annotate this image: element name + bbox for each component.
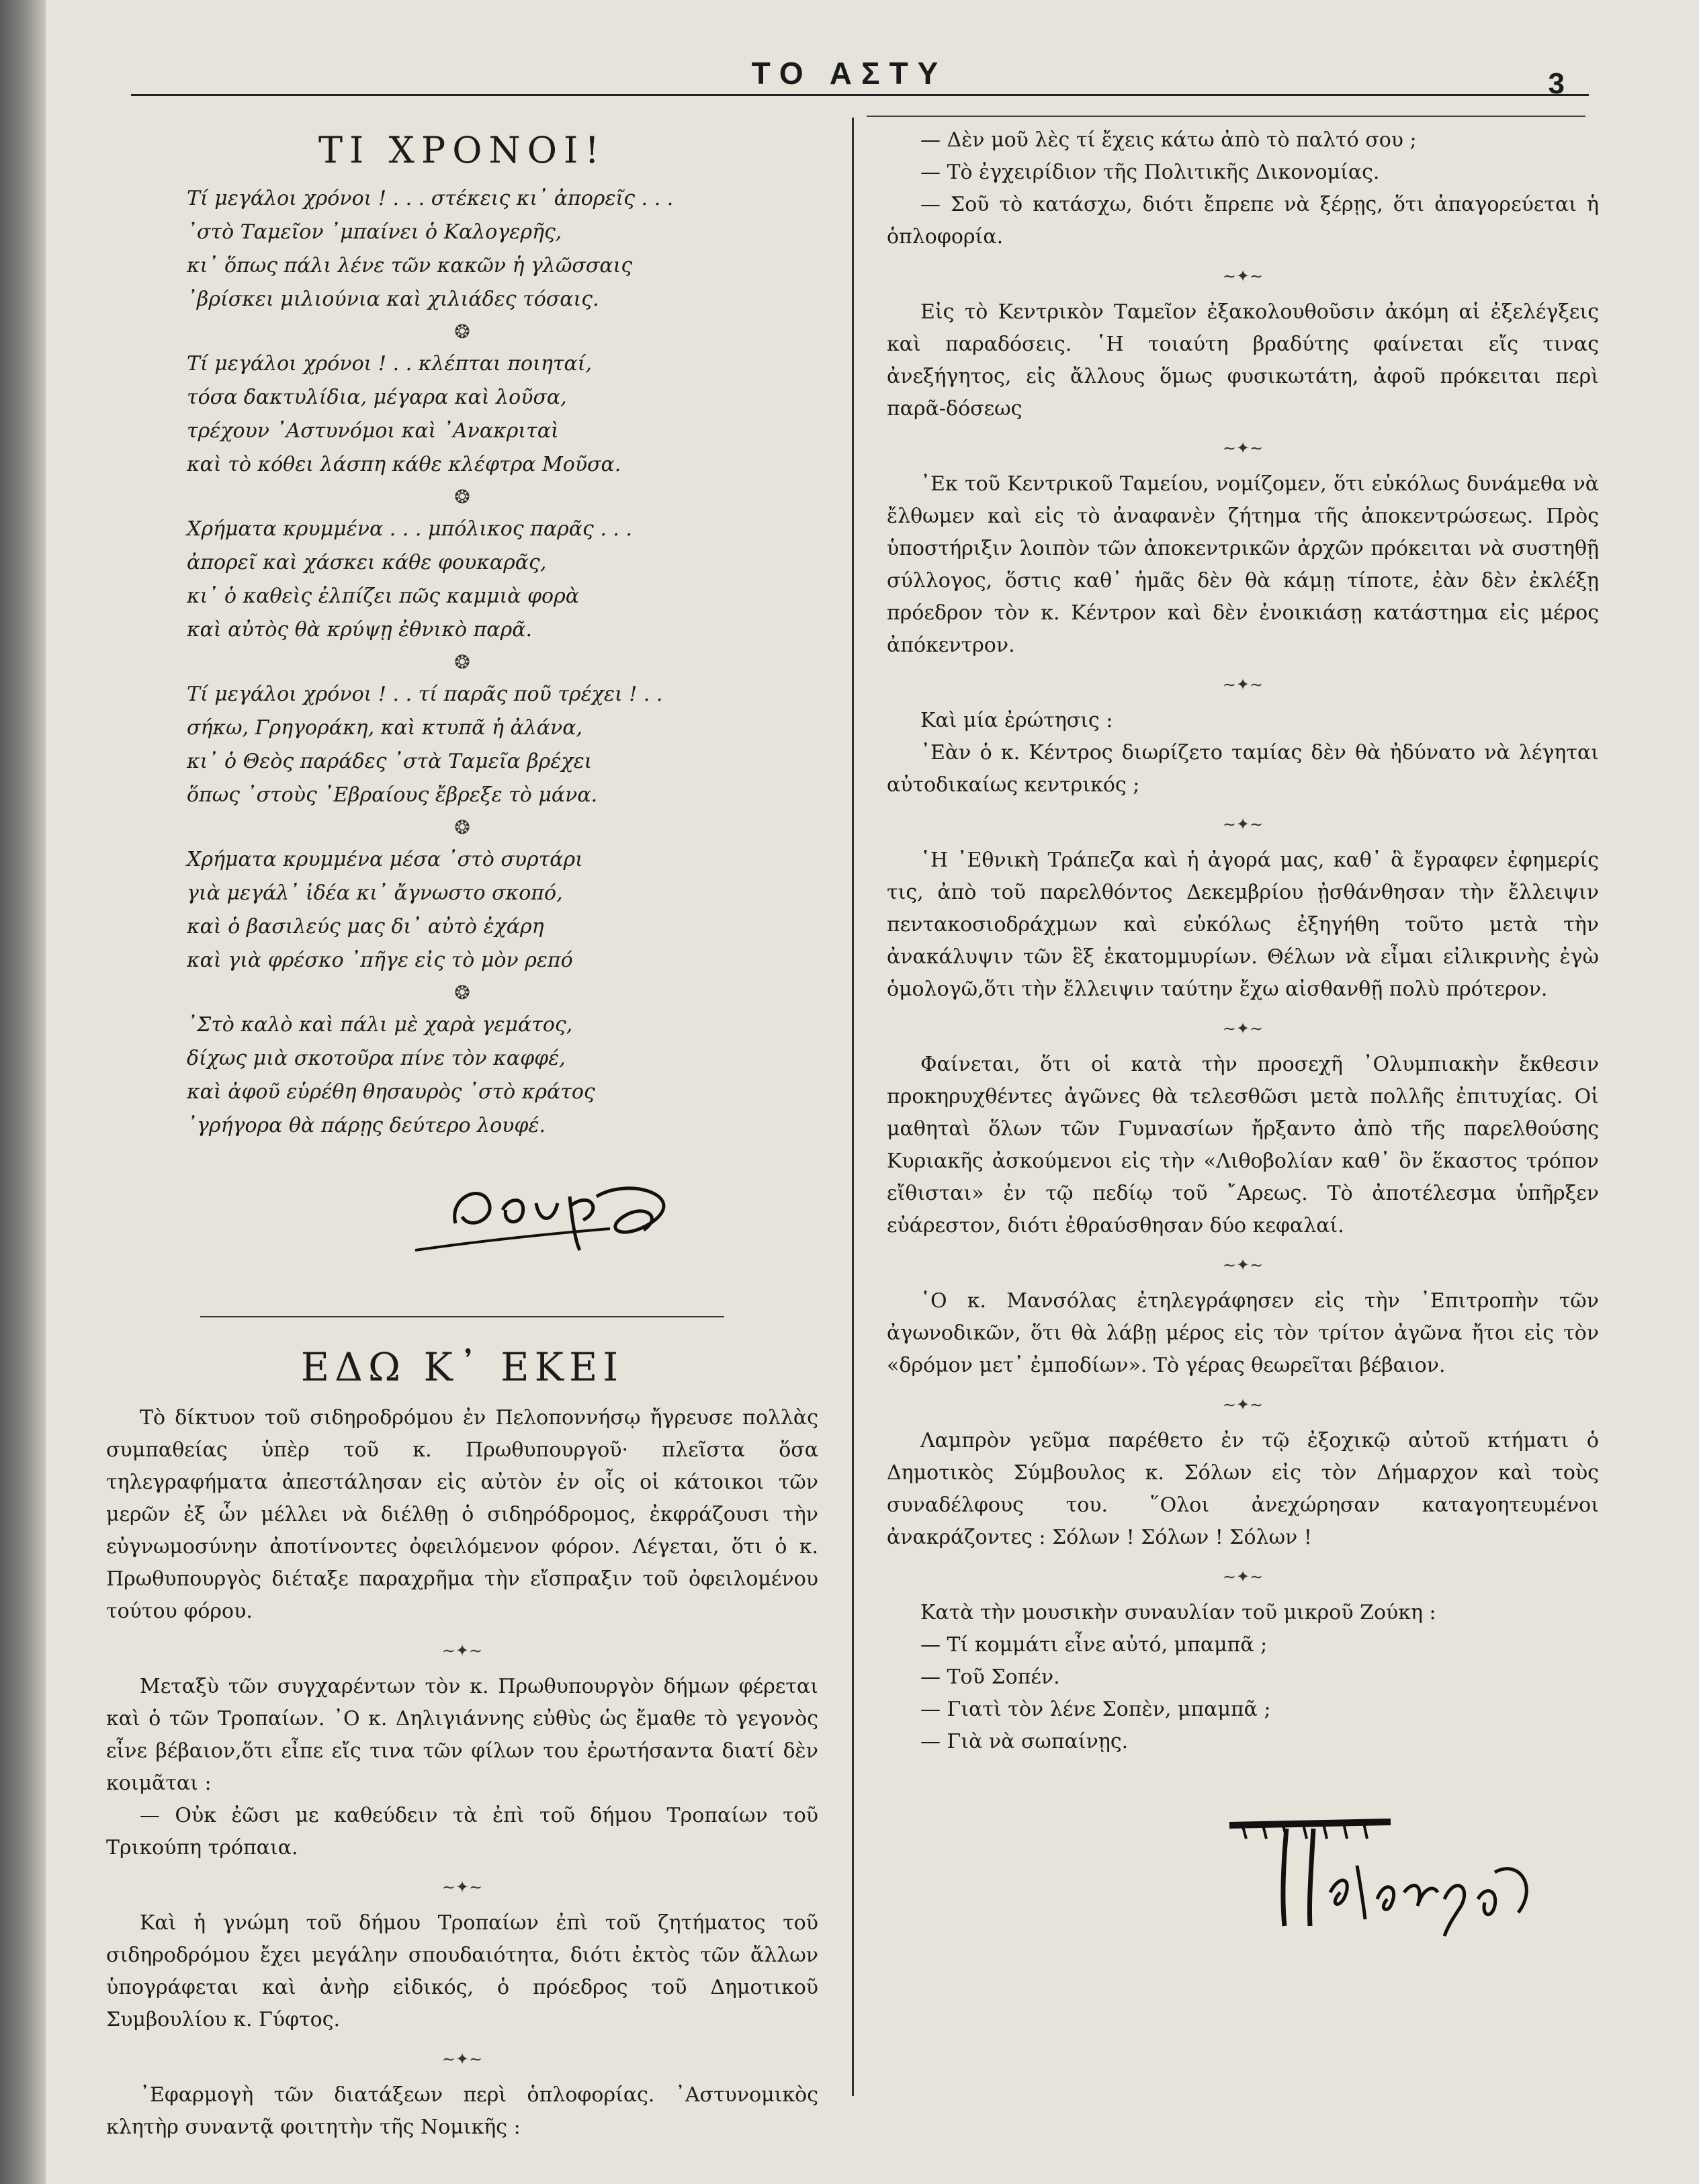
poem-line: καὶ ὁ βασιλεύς μας δι᾽ αὐτὸ ἐχάρη: [187, 915, 544, 938]
poem-stanza: [106, 843, 818, 977]
poem-stanza: [106, 1008, 818, 1143]
separator-icon: ∼✦∼: [1222, 267, 1264, 286]
signature-sourис-icon: [408, 1156, 691, 1270]
separator-icon: ∼✦∼: [1222, 1019, 1264, 1038]
article-paragraph: Καὶ μία ἐρώτησις :: [920, 709, 1113, 732]
separator-icon: ∼✦∼: [1222, 1567, 1264, 1586]
poem-line: ὅπως ᾽στοὺς ᾽Εβραίους ἔβρεξε τὸ μάνα.: [187, 783, 598, 807]
separator-icon: ∼✦∼: [1222, 439, 1264, 457]
poem-line: κι᾽ ὁ Θεὸς παράδες ᾽στὰ Ταμεῖα βρέχει: [187, 750, 593, 773]
separator-icon: ∼✦∼: [1222, 1395, 1264, 1414]
header-rule-secondary: [867, 116, 1585, 117]
poem-stanza: [106, 347, 818, 482]
article-paragraph: ᾽Εκ τοῦ Κεντρικοῦ Ταμείου, νομίζομεν, ὅτι εὐκόλως δυνάμεθα νὰ ἔλθωμεν καὶ εἰς τὸ ἀναφανὲν ζήτημα τῆς ἀποκεντρώσεως. Πρὸς ὑποστήριξιν λοιπὸν τῶν ἀποκεντρικῶν ἀρχῶν πρόκειται νὰ συστηθῇ σύλλογος, ὅστις καθ᾽ ἡμᾶς δὲν θὰ κάμῃ τίποτε, ἐὰν δὲν ἐκλέξῃ πρόεδρον τὸν κ. Κέντρον καὶ δὲν ἐνοικιάσῃ κατάστημα εἰς μέρος ἀπόκεντρον.: [887, 472, 1599, 657]
separator-icon: ∼✦∼: [1222, 675, 1264, 694]
article-paragraph: Τὸ δίκτυον τοῦ σιδηροδρόμου ἐν Πελοποννήσῳ ἤγρευσε πολλὰς συμπαθείας ὑπὲρ τοῦ κ. Πρωθυπουργοῦ· πλεῖστα ὅσα τηλεγραφήματα ἀπεστάλησαν εἰς αὐτὸν ἐν οἷς οἱ κάτοικοι τῶν μερῶν ἐξ ὧν μέλλει νὰ διέλθῃ ὁ σιδηρόδρομος, ἐκφράζουσι τὴν εὐγνωμοσύνην ἀποτίνοντες ὀφειλόμενον φόρον. Λέγεται, ὅτι ὁ κ. Πρωθυπουργὸς διέταξε παραχρῆμα τὴν εἴσπραξιν τοῦ ὀφειλομένου τούτου φόρου.: [106, 1406, 818, 1623]
dialog-line: — Τί κομμάτι εἶνε αὐτό, μπαμπᾶ ;: [920, 1633, 1268, 1657]
article-paragraph: — Οὐκ ἐῶσι με καθεύδειν τὰ ἐπὶ τοῦ δήμου Τροπαίων τοῦ Τρικούπη τρόπαια.: [106, 1804, 818, 1860]
article-paragraph: ᾽Εὰν ὁ κ. Κέντρος διωρίζετο ταμίας δὲν θὰ ἠδύνατο νὰ λέγηται αὐτοδικαίως κεντρικός ;: [887, 741, 1599, 797]
poem-line: Τί μεγάλοι χρόνοι ! . . τί παρᾶς ποῦ τρέχει ! . .: [187, 683, 663, 706]
poem-line: κι᾽ ὁ καθεὶς ἐλπίζει πῶς καμμιὰ φορὰ: [187, 584, 579, 608]
separator-icon: ∼✦∼: [1222, 1256, 1264, 1274]
dialog-line: — Δὲν μοῦ λὲς τί ἔχεις κάτω ἀπὸ τὸ παλτό σου ;: [920, 128, 1417, 152]
poem-line: Τί μεγάλοι χρόνοι ! . . κλέπται ποιηταί,: [187, 352, 593, 376]
left-column: [106, 121, 818, 2144]
separator-icon: ∼✦∼: [441, 2050, 483, 2068]
poem-line: ᾽γρήγορα θὰ πάρῃς δεύτερο λουφέ.: [187, 1114, 546, 1137]
section-divider: [200, 1316, 724, 1317]
ornament-icon: ❂: [454, 320, 470, 343]
article-paragraph: Καὶ ἡ γνώμη τοῦ δήμου Τροπαίων ἐπὶ τοῦ ζητήματος τοῦ σιδηροδρόμου ἔχει μεγάλην σπουδαιότητα, διότι ἐκτὸς τῶν ἄλλων ὑπογράφεται καὶ ἀνὴρ εἰδικός, ὁ πρόεδρος τοῦ Δημοτικοῦ Συμβουλίου κ. Γύφτος.: [106, 1911, 818, 2032]
article-paragraph: ῾Ο κ. Μανσόλας ἐτηλεγράφησεν εἰς τὴν ᾽Επιτροπὴν τῶν ἀγωνοδικῶν, ὅτι θὰ λάβῃ μέρος εἰς τὸν τρίτον ἀγῶνα ἤτοι εἰς τὸν «δρόμον μετ᾽ ἐμποδίων». Τὸ γέρας θεωρεῖται βέβαιον.: [887, 1289, 1599, 1377]
article-paragraph: Λαμπρὸν γεῦμα παρέθετο ἐν τῷ ἐξοχικῷ αὐτοῦ κτήματι ὁ Δημοτικὸς Σύμβουλος κ. Σόλων εἰς τὸν Δήμαρχον καὶ τοὺς συναδέλφους του. ῞Ολοι ἀνεχώρησαν καταγοητευμένοι ἀνακράζοντες : Σόλων ! Σόλων ! Σόλων !: [887, 1429, 1599, 1549]
column-divider: [852, 118, 854, 2096]
ornament-icon: ❂: [454, 486, 470, 508]
poem-line: Χρήματα κρυμμένα . . . μπόλικος παρᾶς . . .: [187, 517, 633, 541]
separator-icon: ∼✦∼: [441, 1641, 483, 1660]
dialog-line: — Γιὰ νὰ σωπαίνῃς.: [920, 1730, 1129, 1753]
poem-line: γιὰ μεγάλ᾽ ἰδέα κι᾽ ἄγνωστο σκοπό,: [187, 881, 563, 905]
article-paragraph: Κατὰ τὴν μουσικὴν συναυλίαν τοῦ μικροῦ Ζούκη :: [920, 1601, 1436, 1624]
poem-line: Χρήματα κρυμμένα μέσα ᾽στὸ συρτάρι: [187, 848, 583, 871]
separator-icon: ∼✦∼: [1222, 815, 1264, 834]
book-binding-shadow: [0, 0, 46, 2184]
article-paragraph: Φαίνεται, ὅτι οἱ κατὰ τὴν προσεχῆ ᾽Ολυμπιακὴν ἔκθεσιν προκηρυχθέντες ἀγῶνες θὰ τελεσθῶσι μετὰ πολλῆς ἐπιτυχίας. Οἱ μαθηταὶ ὅλων τῶν Γυμνασίων ἤρξαντο ἀπὸ τῆς παρελθούσης Κυριακῆς ἀσκούμενοι εἰς τὴν «Λιθοβολίαν καθ᾽ ὃν ἕκαστος τρόπον εἴθισται» ἐν τῷ πεδίῳ τοῦ ῎Αρεως. Τὸ ἀποτέλεσμα ὑπῆρξεν εὐάρεστον, διότι ἐθραύσθησαν δύο κεφαλαί.: [887, 1053, 1599, 1237]
poem-line: τόσα δακτυλίδια, μέγαρα καὶ λοῦσα,: [187, 386, 567, 409]
page-number: 3: [1548, 67, 1565, 100]
article-paragraph: ῾Η ᾽Εθνικὴ Τράπεζα καὶ ἡ ἀγορά μας, καθ᾽ ἃ ἔγραφεν ἐφημερίς τις, ἀπὸ τοῦ παρελθόντος Δεκεμβρίου ᾐσθάνθησαν τὴν ἔλλειψιν πεντακοσιοδράχμων καὶ εὐκόλως ἐξηγήθη τοῦτο μετὰ τὴν ἀνακάλυψιν τῶν ἓξ ἑκατομμυρίων. Θέλων νὰ εἶμαι εἰλικρινὴς ἐγὼ ὁμολογῶ,ὅτι τὴν ἔλλειψιν ταύτην ἔχω αἰσθανθῇ πολὺ πρότερον.: [887, 848, 1599, 1001]
poem-line: σήκω, Γρηγοράκη, καὶ κτυπᾶ ἡ ἀλάνα,: [187, 716, 583, 740]
ornament-icon: ❂: [454, 981, 470, 1004]
poem-line: καὶ τὸ κόθει λάσπη κάθε κλέφτρα Μοῦσα.: [187, 453, 621, 476]
poem-line: καὶ αὐτὸς θὰ κρύψῃ ἐθνικὸ παρᾶ.: [187, 618, 532, 642]
header-rule: [131, 94, 1589, 96]
poem-line: καὶ γιὰ φρέσκο ᾽πῆγε εἰς τὸ μὸν ρεπό: [187, 949, 573, 972]
masthead: ΤΟ ΑΣΤΥ: [751, 56, 948, 91]
poem-stanza: [106, 513, 818, 647]
article-paragraph: ᾽Εφαρμογὴ τῶν διατάξεων περὶ ὁπλοφορίας. ᾽Αστυνομικὸς κλητὴρ συναντᾷ φοιτητὴν τῆς Νομικῆς :: [106, 2083, 818, 2139]
dialog-line: — Τὸ ἐγχειρίδιον τῆς Πολιτικῆς Δικονομίας.: [920, 161, 1380, 184]
dialog-line: — Τοῦ Σοπέν.: [920, 1665, 1060, 1689]
article-paragraph: Εἰς τὸ Κεντρικὸν Ταμεῖον ἐξακολουθοῦσιν ἀκόμη αἱ ἐξελέγξεις καὶ παραδόσεις. ῾Η τοιαύτη βραδύτης φαίνεται εἴς τινας ἀνεξήγητος, εἰς ἄλλους ὅμως φυσικωτάτη, ἀφοῦ πρόκειται περὶ παρᾶ-δόσεως: [887, 300, 1599, 421]
poem-stanza: [106, 182, 818, 316]
right-column: [887, 124, 1599, 1960]
poem-line: κι᾽ ὅπως πάλι λένε τῶν κακῶν ἡ γλῶσσαις: [187, 254, 633, 277]
ornament-icon: ❂: [454, 816, 470, 838]
article-paragraph: Μεταξὺ τῶν συγχαρέντων τὸν κ. Πρωθυπουργὸν δήμων φέρεται καὶ ὁ τῶν Τροπαίων. ᾽Ο κ. Δηλιγιάννης εὐθὺς ὡς ἔμαθε τὸ γεγονὸς εἶνε βέβαιον,ὅτι εἶπε εἴς τινα τῶν φίλων του ἐρωτήσαντα διατί δὲν κοιμᾶται :: [106, 1675, 818, 1795]
poem-line: δίχως μιὰ σκοτοῦρα πίνε τὸν καφφέ,: [187, 1047, 566, 1070]
ornament-icon: ❂: [454, 651, 470, 673]
poem-line: καὶ ἀφοῦ εὑρέθη θησαυρὸς ᾽στὸ κράτος: [187, 1080, 595, 1104]
dialog-line: — Γιατὶ τὸν λένε Σοπὲν, μπαμπᾶ ;: [920, 1698, 1271, 1721]
poem-line: ᾽στὸ Ταμεῖον ᾽μπαίνει ὁ Καλογερῆς,: [187, 220, 562, 244]
poem-signature: [106, 1143, 818, 1297]
dialog-line: — Σοῦ τὸ κατάσχω, διότι ἔπρεπε νὰ ξέρῃς, ὅτι ἀπαγορεύεται ἡ ὁπλοφορία.: [887, 193, 1599, 249]
section-title: ΕΔΩ Κ᾽ ΕΚΕΙ: [300, 1344, 624, 1390]
poem-title: ΤΙ ΧΡΟΝΟΙ!: [318, 129, 607, 171]
poem-line: ᾽Στὸ καλὸ καὶ πάλι μὲ χαρὰ γεμάτος,: [187, 1013, 573, 1037]
column-signature: [887, 1792, 1599, 1960]
poem-line: ἀπορεῖ καὶ χάσκει κάθε φουκαρᾶς,: [187, 551, 547, 574]
poem-line: τρέχουν ᾽Αστυνόμοι καὶ ᾽Ανακριταὶ: [187, 419, 559, 443]
poem-line: Τί μεγάλοι χρόνοι ! . . . στέκεις κι᾽ ἀπορεῖς . . .: [187, 187, 674, 210]
signature-pelargos-icon: [1223, 1792, 1545, 1946]
separator-icon: ∼✦∼: [441, 1878, 483, 1896]
poem-stanza: [106, 678, 818, 812]
poem-line: ᾽βρίσκει μιλιούνια καὶ χιλιάδες τόσαις.: [187, 288, 599, 311]
